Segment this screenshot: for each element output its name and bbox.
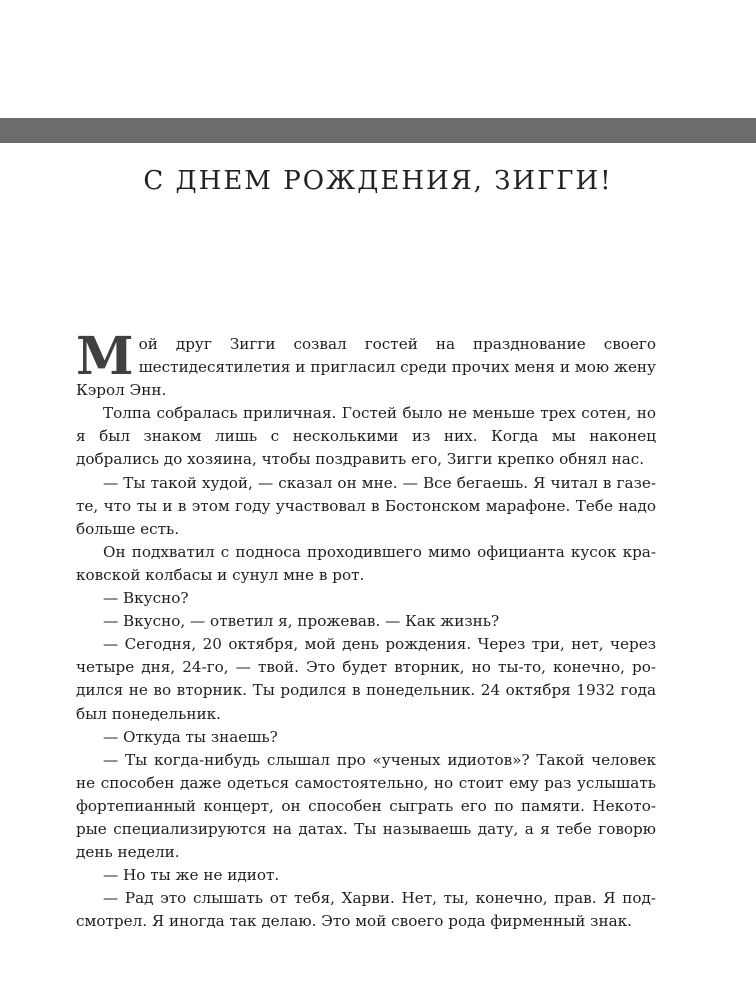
paragraph-7: — Сегодня, 20 октября, мой день рождения. Через три, нет, через четыре дня, 24-го, — твой. Это будет вторник, но ты-то, конечно, родился не во вторник. Ты родился в понедельник. 24 октября 1932 года был понедельник. <box>76 635 656 723</box>
paragraph-11: — Рад это слышать от тебя, Харви. Нет, ты, конечно, прав. Я подсмотрел. Я иногда так делаю. Это мой своего рода фирменный знак. <box>76 889 656 931</box>
paragraph-6: — Вкусно, — ответил я, прожевав. — Как жизнь? <box>103 612 500 631</box>
paragraph-5: — Вкусно? <box>103 589 189 608</box>
chapter-header-bar <box>0 118 756 143</box>
chapter-body <box>76 326 656 933</box>
paragraph-10: — Но ты же не идиот. <box>103 866 280 885</box>
paragraph-8: — Откуда ты знаешь? <box>103 727 278 746</box>
drop-cap: М <box>76 326 134 387</box>
paragraph-4: Он подхватил с подноса проходившего мимо официанта кусок краковской колбасы и сунул мне в рот. <box>76 542 656 584</box>
paragraph-9: — Ты когда-нибудь слышал про «ученых идиотов»? Такой человек не способен даже одеться самостоятельно, но стоит ему раз услышать фортепианный концерт, он способен сыграть его по памяти. Некоторые специализируются на датах. Ты называешь дату, а я тебе говорю день недели. <box>76 750 656 862</box>
chapter-title: С ДНЕМ РОЖДЕНИЯ, ЗИГГИ! <box>143 166 613 196</box>
paragraph-3: — Ты такой худой, — сказал он мне. — Все бегаешь. Я читал в газете, что ты и в этом году участвовал в Бостонском марафоне. Тебе надо больше есть. <box>76 473 656 538</box>
paragraph-1 <box>76 326 656 402</box>
paragraph-1-text: ой друг Зигги созвал гостей на празднование своего шестидесятилетия и пригласил среди прочих меня и мою жену Кэрол Энн. <box>76 335 656 400</box>
paragraph-2: Толпа собралась приличная. Гостей было не меньше трех сотен, но я был знаком лишь с несколькими из них. Когда мы наконец добрались до хозяина, чтобы поздравить его, Зигги крепко обнял нас. <box>76 404 656 469</box>
